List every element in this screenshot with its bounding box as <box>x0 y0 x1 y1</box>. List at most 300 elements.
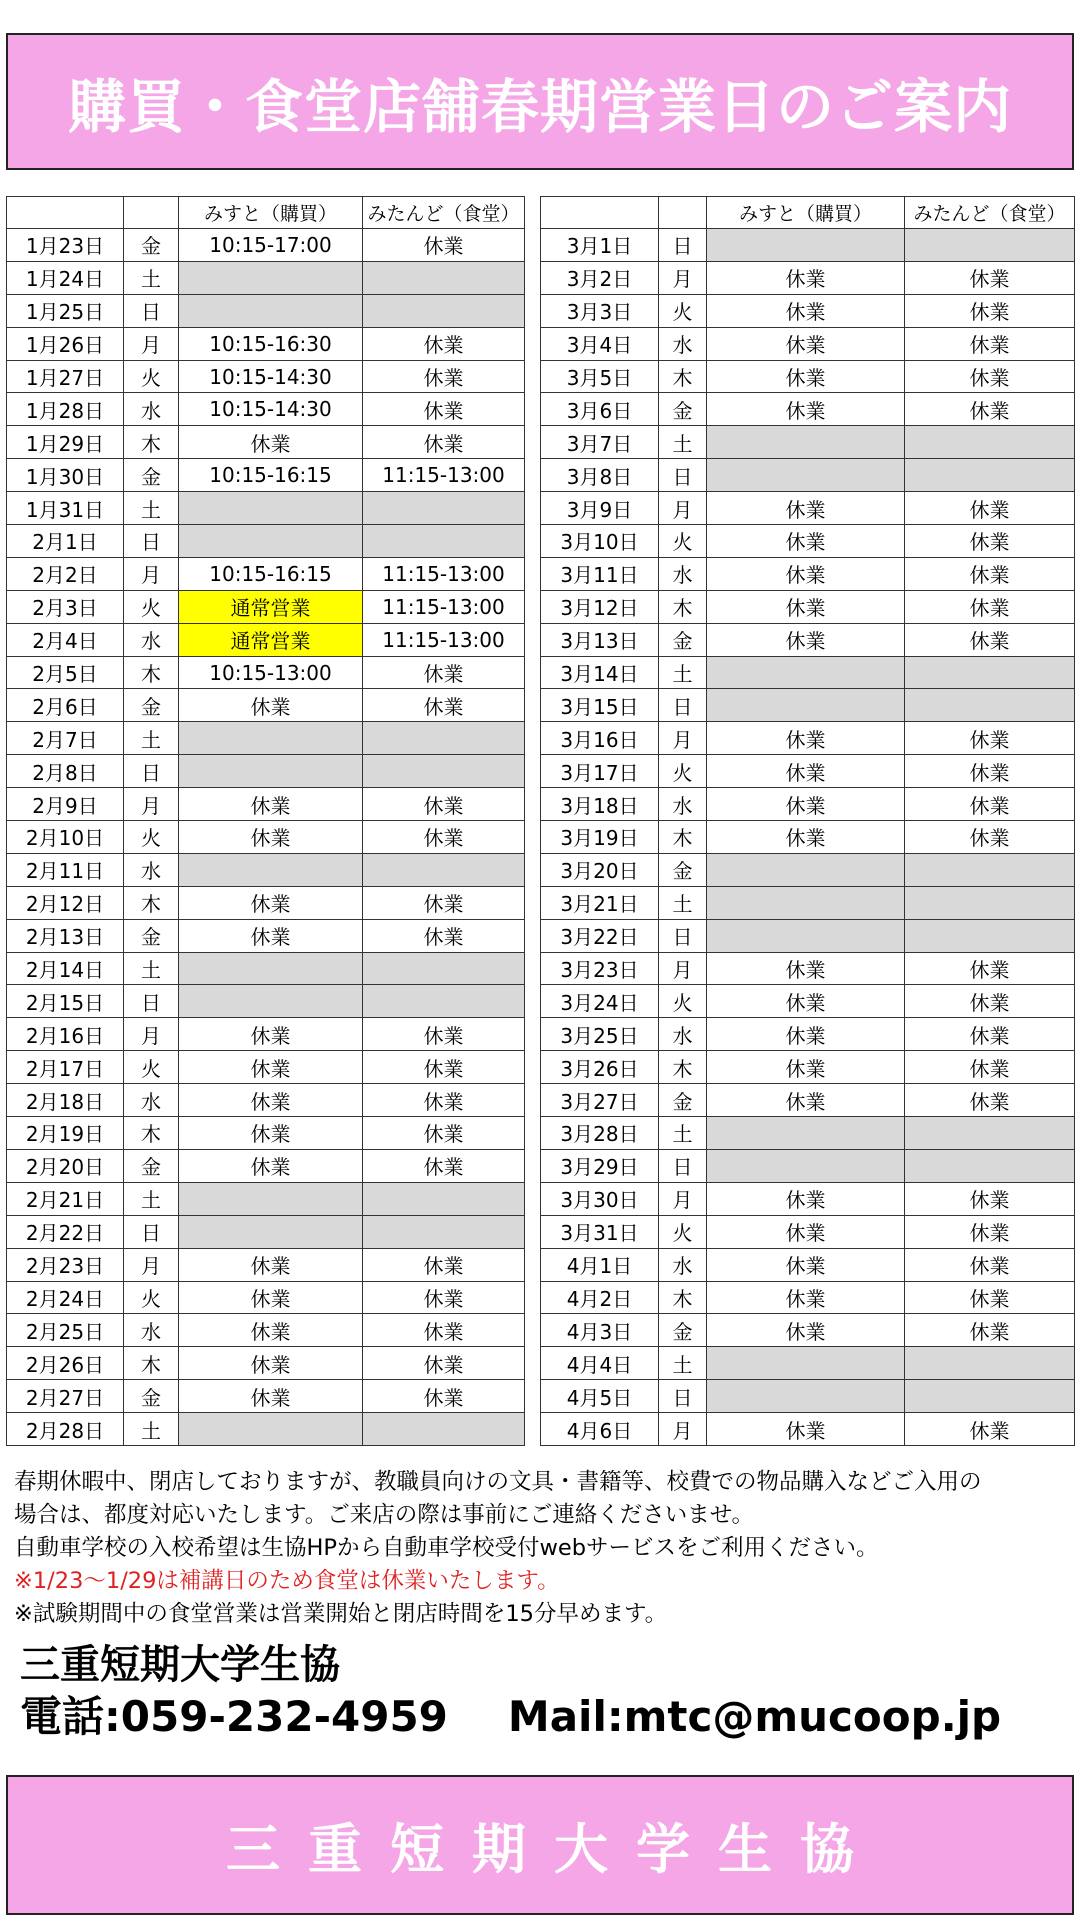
email-address[interactable]: Mail:mtc@mucoop.jp <box>507 1692 1002 1741</box>
header-cafeteria: みたんど（食堂） <box>363 197 525 229</box>
table-row <box>7 1182 525 1215</box>
store-hours-cell: 休業 <box>707 1248 905 1281</box>
cafeteria-hours-cell: 休業 <box>363 788 525 821</box>
table-row <box>541 821 1075 854</box>
weekday-cell: 月 <box>124 788 179 821</box>
weekday-cell: 木 <box>659 1051 707 1084</box>
store-hours-cell: 休業 <box>179 788 363 821</box>
weekday-cell: 土 <box>124 722 179 755</box>
store-hours-cell: 10:15-14:30 <box>179 393 363 426</box>
store-hours-cell: 10:15-16:15 <box>179 459 363 492</box>
date-cell: 3月1日 <box>541 229 659 262</box>
weekday-cell: 水 <box>659 788 707 821</box>
store-hours-cell: 休業 <box>179 886 363 919</box>
table-row <box>7 492 525 525</box>
table-row <box>541 985 1075 1018</box>
table-row <box>541 229 1075 262</box>
cafeteria-hours-cell <box>363 1413 525 1446</box>
table-row <box>7 1084 525 1117</box>
store-hours-cell <box>179 1413 363 1446</box>
table-row <box>7 886 525 919</box>
cafeteria-hours-cell <box>905 1117 1075 1150</box>
store-hours-cell <box>707 459 905 492</box>
note-line-red: ※1/23～1/29は補講日のため食堂は休業いたします。 <box>14 1568 560 1594</box>
cafeteria-hours-cell: 休業 <box>363 919 525 952</box>
table-row <box>7 393 525 426</box>
header-cafeteria: みたんど（食堂） <box>905 197 1075 229</box>
store-hours-cell: 休業 <box>179 1248 363 1281</box>
weekday-cell: 日 <box>659 919 707 952</box>
cafeteria-hours-cell: 休業 <box>905 590 1075 623</box>
weekday-cell: 月 <box>659 261 707 294</box>
store-hours-cell: 10:15-17:00 <box>179 229 363 262</box>
table-row <box>541 525 1075 558</box>
schedule-table-right <box>540 196 1075 1446</box>
table-row <box>7 360 525 393</box>
header-store: みすと（購買） <box>707 197 905 229</box>
table-row <box>7 294 525 327</box>
table-row <box>541 1314 1075 1347</box>
date-cell: 3月6日 <box>541 393 659 426</box>
store-hours-cell: 休業 <box>179 1380 363 1413</box>
table-row <box>541 459 1075 492</box>
date-cell: 4月5日 <box>541 1380 659 1413</box>
table-row <box>7 952 525 985</box>
table-row <box>541 952 1075 985</box>
store-hours-cell <box>707 656 905 689</box>
store-hours-cell <box>179 853 363 886</box>
cafeteria-hours-cell: 休業 <box>905 557 1075 590</box>
table-row <box>541 261 1075 294</box>
store-hours-cell: 休業 <box>179 1084 363 1117</box>
table-row <box>7 722 525 755</box>
store-hours-cell: 休業 <box>707 1018 905 1051</box>
weekday-cell: 金 <box>124 1380 179 1413</box>
table-header-row <box>541 197 1075 229</box>
cafeteria-hours-cell: 休業 <box>905 788 1075 821</box>
weekday-cell: 火 <box>659 755 707 788</box>
date-cell: 2月23日 <box>7 1248 124 1281</box>
weekday-cell: 水 <box>124 1084 179 1117</box>
date-cell: 4月2日 <box>541 1281 659 1314</box>
table-row <box>541 656 1075 689</box>
store-hours-cell: 休業 <box>707 788 905 821</box>
store-hours-cell: 休業 <box>707 985 905 1018</box>
table-row <box>541 1347 1075 1380</box>
date-cell: 2月11日 <box>7 853 124 886</box>
cafeteria-hours-cell <box>905 459 1075 492</box>
store-hours-cell: 休業 <box>707 755 905 788</box>
date-cell: 2月3日 <box>7 590 124 623</box>
weekday-cell: 土 <box>124 261 179 294</box>
store-hours-cell: 通常営業 <box>179 590 363 623</box>
date-cell: 3月17日 <box>541 755 659 788</box>
store-hours-cell: 休業 <box>179 1347 363 1380</box>
contact-line <box>20 1690 1001 1744</box>
date-cell: 3月31日 <box>541 1215 659 1248</box>
phone-number: 電話:059-232-4959 <box>20 1692 448 1741</box>
store-hours-cell: 休業 <box>707 360 905 393</box>
cafeteria-hours-cell: 休業 <box>905 1413 1075 1446</box>
table-row <box>7 821 525 854</box>
weekday-cell: 金 <box>659 853 707 886</box>
weekday-cell: 土 <box>659 426 707 459</box>
table-row <box>7 1117 525 1150</box>
store-hours-cell <box>179 1215 363 1248</box>
date-cell: 2月17日 <box>7 1051 124 1084</box>
table-row <box>541 1149 1075 1182</box>
weekday-cell: 月 <box>659 1413 707 1446</box>
weekday-cell: 木 <box>659 821 707 854</box>
weekday-cell: 金 <box>124 919 179 952</box>
table-row <box>541 327 1075 360</box>
note-line: ※試験期間中の食堂営業は営業開始と閉店時間を15分早めます。 <box>14 1601 668 1627</box>
store-hours-cell <box>179 294 363 327</box>
date-cell: 3月8日 <box>541 459 659 492</box>
store-hours-cell: 休業 <box>707 525 905 558</box>
table-row <box>7 590 525 623</box>
cafeteria-hours-cell <box>363 985 525 1018</box>
date-cell: 3月10日 <box>541 525 659 558</box>
cafeteria-hours-cell: 休業 <box>363 327 525 360</box>
store-hours-cell: 10:15-14:30 <box>179 360 363 393</box>
date-cell: 1月30日 <box>7 459 124 492</box>
cafeteria-hours-cell <box>905 1149 1075 1182</box>
cafeteria-hours-cell: 休業 <box>905 261 1075 294</box>
cafeteria-hours-cell: 休業 <box>363 426 525 459</box>
footer-banner <box>6 1775 1074 1915</box>
store-hours-cell: 休業 <box>707 492 905 525</box>
cafeteria-hours-cell: 休業 <box>905 525 1075 558</box>
date-cell: 1月28日 <box>7 393 124 426</box>
table-row <box>541 623 1075 656</box>
cafeteria-hours-cell <box>363 525 525 558</box>
date-cell: 4月3日 <box>541 1314 659 1347</box>
weekday-cell: 水 <box>659 1018 707 1051</box>
date-cell: 3月25日 <box>541 1018 659 1051</box>
store-hours-cell: 休業 <box>707 1281 905 1314</box>
store-hours-cell: 10:15-16:15 <box>179 557 363 590</box>
title-banner <box>6 33 1074 170</box>
weekday-cell: 火 <box>659 1215 707 1248</box>
date-cell: 2月13日 <box>7 919 124 952</box>
table-row <box>541 722 1075 755</box>
weekday-cell: 日 <box>659 689 707 722</box>
cafeteria-hours-cell: 休業 <box>363 360 525 393</box>
cafeteria-hours-cell: 休業 <box>905 952 1075 985</box>
cafeteria-hours-cell <box>905 229 1075 262</box>
cafeteria-hours-cell <box>363 261 525 294</box>
cafeteria-hours-cell <box>363 853 525 886</box>
cafeteria-hours-cell: 休業 <box>363 886 525 919</box>
date-cell: 3月14日 <box>541 656 659 689</box>
cafeteria-hours-cell: 休業 <box>905 623 1075 656</box>
cafeteria-hours-cell: 休業 <box>905 1182 1075 1215</box>
cafeteria-hours-cell: 休業 <box>363 689 525 722</box>
store-hours-cell: 休業 <box>179 1018 363 1051</box>
table-row <box>7 426 525 459</box>
table-row <box>7 1018 525 1051</box>
weekday-cell: 水 <box>124 623 179 656</box>
weekday-cell: 木 <box>124 1347 179 1380</box>
weekday-cell: 土 <box>124 952 179 985</box>
store-hours-cell: 休業 <box>179 689 363 722</box>
store-hours-cell <box>707 1149 905 1182</box>
cafeteria-hours-cell <box>905 919 1075 952</box>
table-row <box>541 919 1075 952</box>
date-cell: 3月28日 <box>541 1117 659 1150</box>
store-hours-cell: 休業 <box>707 557 905 590</box>
store-hours-cell <box>179 1182 363 1215</box>
date-cell: 3月21日 <box>541 886 659 919</box>
date-cell: 3月19日 <box>541 821 659 854</box>
table-row <box>7 853 525 886</box>
weekday-cell: 土 <box>659 886 707 919</box>
weekday-cell: 水 <box>659 557 707 590</box>
cafeteria-hours-cell <box>363 952 525 985</box>
weekday-cell: 金 <box>124 1149 179 1182</box>
note-line: 自動車学校の入校希望は生協HPから自動車学校受付webサービスをご利用ください。 <box>14 1535 879 1561</box>
date-cell: 3月13日 <box>541 623 659 656</box>
store-hours-cell <box>707 689 905 722</box>
table-row <box>7 689 525 722</box>
cafeteria-hours-cell: 休業 <box>905 1084 1075 1117</box>
cafeteria-hours-cell: 休業 <box>905 1215 1075 1248</box>
cafeteria-hours-cell: 休業 <box>905 1018 1075 1051</box>
date-cell: 4月6日 <box>541 1413 659 1446</box>
table-row <box>7 229 525 262</box>
date-cell: 3月29日 <box>541 1149 659 1182</box>
weekday-cell: 金 <box>659 393 707 426</box>
cafeteria-hours-cell <box>905 656 1075 689</box>
cafeteria-hours-cell: 休業 <box>905 294 1075 327</box>
table-row <box>541 360 1075 393</box>
cafeteria-hours-cell: 11:15-13:00 <box>363 590 525 623</box>
cafeteria-hours-cell: 11:15-13:00 <box>363 557 525 590</box>
weekday-cell: 金 <box>659 1314 707 1347</box>
table-row <box>7 985 525 1018</box>
table-row <box>541 590 1075 623</box>
header-store: みすと（購買） <box>179 197 363 229</box>
table-row <box>7 1149 525 1182</box>
store-hours-cell: 通常営業 <box>179 623 363 656</box>
weekday-cell: 金 <box>124 689 179 722</box>
table-row <box>7 1051 525 1084</box>
weekday-cell: 日 <box>124 294 179 327</box>
table-row <box>541 755 1075 788</box>
header-dow <box>659 197 707 229</box>
date-cell: 3月20日 <box>541 853 659 886</box>
table-row <box>541 689 1075 722</box>
weekday-cell: 月 <box>659 1182 707 1215</box>
cafeteria-hours-cell: 休業 <box>905 360 1075 393</box>
table-row <box>541 1413 1075 1446</box>
cafeteria-hours-cell <box>905 853 1075 886</box>
weekday-cell: 月 <box>659 492 707 525</box>
cafeteria-hours-cell: 休業 <box>363 1051 525 1084</box>
table-row <box>541 426 1075 459</box>
store-hours-cell <box>707 919 905 952</box>
weekday-cell: 月 <box>659 722 707 755</box>
cafeteria-hours-cell: 休業 <box>363 1281 525 1314</box>
weekday-cell: 火 <box>659 985 707 1018</box>
store-hours-cell <box>179 952 363 985</box>
weekday-cell: 木 <box>124 886 179 919</box>
cafeteria-hours-cell: 休業 <box>363 1117 525 1150</box>
cafeteria-hours-cell: 休業 <box>363 229 525 262</box>
store-hours-cell: 休業 <box>707 1084 905 1117</box>
date-cell: 2月28日 <box>7 1413 124 1446</box>
table-row <box>541 1018 1075 1051</box>
date-cell: 3月15日 <box>541 689 659 722</box>
weekday-cell: 木 <box>124 1117 179 1150</box>
store-hours-cell: 休業 <box>179 426 363 459</box>
weekday-cell: 日 <box>124 985 179 1018</box>
weekday-cell: 金 <box>659 623 707 656</box>
org-name: 三重短期大学生協 <box>20 1642 340 1688</box>
cafeteria-hours-cell: 休業 <box>363 393 525 426</box>
cafeteria-hours-cell: 11:15-13:00 <box>363 459 525 492</box>
cafeteria-hours-cell: 休業 <box>905 327 1075 360</box>
table-row <box>541 1084 1075 1117</box>
store-hours-cell: 休業 <box>707 294 905 327</box>
cafeteria-hours-cell: 休業 <box>363 1018 525 1051</box>
table-row <box>7 1281 525 1314</box>
table-row <box>7 327 525 360</box>
store-hours-cell <box>179 985 363 1018</box>
store-hours-cell: 休業 <box>707 821 905 854</box>
store-hours-cell <box>707 1347 905 1380</box>
cafeteria-hours-cell: 休業 <box>363 821 525 854</box>
store-hours-cell <box>707 886 905 919</box>
table-row <box>541 393 1075 426</box>
table-row <box>541 557 1075 590</box>
table-row <box>7 261 525 294</box>
weekday-cell: 火 <box>124 360 179 393</box>
date-cell: 3月23日 <box>541 952 659 985</box>
store-hours-cell: 10:15-16:30 <box>179 327 363 360</box>
weekday-cell: 土 <box>659 1347 707 1380</box>
date-cell: 2月10日 <box>7 821 124 854</box>
date-cell: 3月7日 <box>541 426 659 459</box>
weekday-cell: 日 <box>659 1380 707 1413</box>
date-cell: 2月25日 <box>7 1314 124 1347</box>
table-row <box>7 525 525 558</box>
weekday-cell: 日 <box>124 525 179 558</box>
date-cell: 3月2日 <box>541 261 659 294</box>
weekday-cell: 金 <box>124 459 179 492</box>
table-row <box>541 886 1075 919</box>
weekday-cell: 木 <box>659 590 707 623</box>
date-cell: 2月19日 <box>7 1117 124 1150</box>
weekday-cell: 日 <box>659 459 707 492</box>
cafeteria-hours-cell: 休業 <box>363 1314 525 1347</box>
store-hours-cell <box>179 261 363 294</box>
cafeteria-hours-cell <box>363 294 525 327</box>
weekday-cell: 水 <box>124 853 179 886</box>
weekday-cell: 月 <box>124 327 179 360</box>
cafeteria-hours-cell: 休業 <box>905 1248 1075 1281</box>
table-row <box>7 557 525 590</box>
table-header-row <box>7 197 525 229</box>
weekday-cell: 火 <box>124 1051 179 1084</box>
date-cell: 2月16日 <box>7 1018 124 1051</box>
weekday-cell: 火 <box>124 1281 179 1314</box>
date-cell: 2月2日 <box>7 557 124 590</box>
table-row <box>541 1248 1075 1281</box>
date-cell: 2月9日 <box>7 788 124 821</box>
weekday-cell: 火 <box>659 525 707 558</box>
store-hours-cell: 休業 <box>707 722 905 755</box>
date-cell: 3月12日 <box>541 590 659 623</box>
date-cell: 1月31日 <box>7 492 124 525</box>
schedule-table-left <box>6 196 525 1446</box>
date-cell: 3月24日 <box>541 985 659 1018</box>
weekday-cell: 木 <box>124 426 179 459</box>
weekday-cell: 土 <box>124 1413 179 1446</box>
cafeteria-hours-cell <box>905 1347 1075 1380</box>
cafeteria-hours-cell <box>905 886 1075 919</box>
store-hours-cell: 休業 <box>707 1314 905 1347</box>
date-cell: 2月1日 <box>7 525 124 558</box>
store-hours-cell: 休業 <box>179 1051 363 1084</box>
weekday-cell: 月 <box>659 952 707 985</box>
date-cell: 3月16日 <box>541 722 659 755</box>
store-hours-cell: 休業 <box>707 261 905 294</box>
cafeteria-hours-cell: 休業 <box>905 985 1075 1018</box>
date-cell: 3月27日 <box>541 1084 659 1117</box>
weekday-cell: 金 <box>124 229 179 262</box>
store-hours-cell: 10:15-13:00 <box>179 656 363 689</box>
table-row <box>541 492 1075 525</box>
weekday-cell: 木 <box>124 656 179 689</box>
weekday-cell: 月 <box>124 557 179 590</box>
date-cell: 3月3日 <box>541 294 659 327</box>
store-hours-cell <box>707 1117 905 1150</box>
weekday-cell: 金 <box>659 1084 707 1117</box>
store-hours-cell <box>179 722 363 755</box>
date-cell: 2月12日 <box>7 886 124 919</box>
store-hours-cell: 休業 <box>179 1117 363 1150</box>
store-hours-cell <box>707 853 905 886</box>
store-hours-cell: 休業 <box>707 1182 905 1215</box>
cafeteria-hours-cell <box>363 755 525 788</box>
cafeteria-hours-cell <box>363 1215 525 1248</box>
store-hours-cell: 休業 <box>179 919 363 952</box>
weekday-cell: 水 <box>124 1314 179 1347</box>
cafeteria-hours-cell <box>905 1380 1075 1413</box>
footer-text: 三重短期大学生協 <box>226 1817 882 1881</box>
date-cell: 3月30日 <box>541 1182 659 1215</box>
store-hours-cell: 休業 <box>707 1051 905 1084</box>
cafeteria-hours-cell <box>363 722 525 755</box>
date-cell: 2月26日 <box>7 1347 124 1380</box>
date-cell: 2月6日 <box>7 689 124 722</box>
weekday-cell: 火 <box>659 294 707 327</box>
date-cell: 3月22日 <box>541 919 659 952</box>
note-line: 春期休暇中、閉店しておりますが、教職員向けの文具・書籍等、校費での物品購入などご入用の <box>14 1469 982 1495</box>
cafeteria-hours-cell: 休業 <box>363 1084 525 1117</box>
store-hours-cell <box>707 1380 905 1413</box>
cafeteria-hours-cell: 休業 <box>363 1380 525 1413</box>
header-date <box>541 197 659 229</box>
store-hours-cell <box>179 755 363 788</box>
table-row <box>7 919 525 952</box>
weekday-cell: 月 <box>124 1248 179 1281</box>
store-hours-cell: 休業 <box>707 1215 905 1248</box>
date-cell: 2月8日 <box>7 755 124 788</box>
weekday-cell: 土 <box>124 1182 179 1215</box>
